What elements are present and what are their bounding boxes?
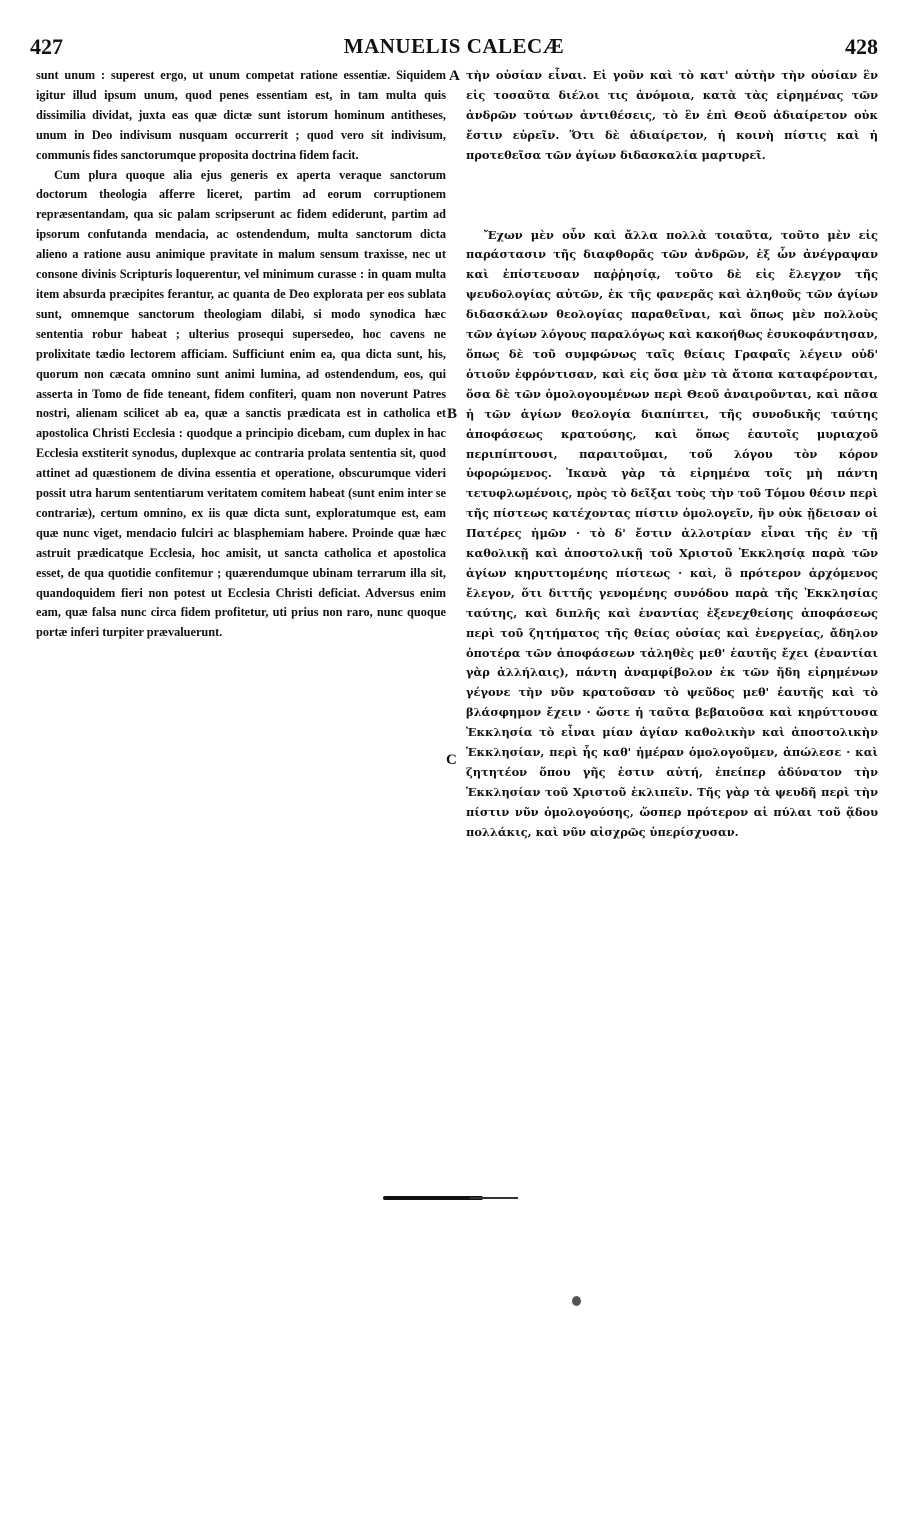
latin-paragraph-1: sunt unum : superest ergo, ut unum competat ratione essentiæ. Siquidem igitur illud ipsum unum, quod penes essentiam est, in tam multa quis dissimilia dividat, juxta eas quæ dictæ sunt istorum hominum antitheses, unum in Deo indivisum nusquam occurrerit ; quod vero sit indivisum, communis fides sanctorumque proposita doctrina fidem facit. (36, 68, 446, 162)
section-marker-c: C (446, 752, 457, 768)
latin-paragraph-2: Cum plura quoque alia ejus generis ex aperta veraque sanctorum doctorum theologia afferre liceret, partim ad eorum corruptionem repræsentandam, qua sic palam scripserunt ac fidem ediderunt, partim ad ipsorum confutanda mendacia, ac ostendendum, multa sanctorum dicta alieno a ratione ausu animique pravitate in malum sensum traxisse, nec ut consone divinis Scripturis loquerentur, vel minimum curasse : in quam multa item absurda præcipites ferantur, ac quanta de Deo explorata per eos sublata sunt, omnemque sanctorum theologiam dilabi, si modo synodica hæc sententia robur habeat ; ulterius prosequi supersedeo, hoc cavens ne prolixitate tædio lectorem afficiam. Sufficiunt enim ea, qua dicta sunt, his, quorum non cæcata omnino sunt animi lumina, ad ostendendum, eos, qui asserta in Tomo de fide teneant, fidem confiteri, quam non noverunt Patres nostri, alienam scilicet ab ea, quæ a sanctis prædicata est in catholica et apostolica Christi Ecclesia : quodque a principio dicebam, cum duplex in hac Ecclesia exstiterit synodus, duplexque ac contraria prolata sententia sit, quod attinet ad quæstionem de divina essentia et operatione, obscurumque videri possit utra harum sententiarum veritatem comitem habeat (sunt enim inter se contrariæ), certum omnino, ex iis quæ dicta sunt, exploratumque est, eam quæ nunc viget, mendacio fulciri ac blasphemiam habere. Proinde quæ hæc astruit prædicatque Ecclesia, hoc amisit, ut sancta catholica et apostolica esset, de qua quotidie confitemur ; quærendumque ubinam terrarum illa sit, quandoquidem fieri non potest ut Ecclesia Christi deficiat. Adversus enim eam, quæ falsa nunc circa fidem profitetur, uti prius non raro, nunc quoque portæ inferi turpiter prævaluerunt. (36, 167, 446, 640)
greek-column (466, 66, 878, 843)
greek-paragraph-1: τὴν οὐσίαν εἶναι. Εἰ γοῦν καὶ τὸ κατ' αὐτὴν τὴν οὐσίαν ἓν εἰς τοσαῦτα διέλοι τις ἀνόμοια, κατὰ τὰς εἰρημένας τῶν ἀνδρῶν τούτων ἀντιθέσεις, τὸ ἓν ἐπὶ Θεοῦ ἀδιαίρετον οὐκ ἔστιν εὑρεῖν. Ὅτι δὲ ἀδιαίρετον, ἡ κοινὴ πίστις καὶ ἡ προτεθεῖσα τῶν ἁγίων διδασκαλία μαρτυρεῖ. (466, 68, 878, 162)
section-marker-a: A (449, 68, 460, 84)
end-rule-tail (470, 1197, 518, 1199)
end-rule (383, 1196, 483, 1200)
running-title: MANUELIS CALECÆ (343, 34, 565, 58)
page-number-right: 428 (845, 34, 878, 59)
ink-blot (572, 1296, 581, 1306)
latin-column (36, 66, 446, 643)
page-header (30, 34, 878, 62)
section-marker-b: B (447, 406, 458, 422)
page-number-left: 427 (30, 34, 63, 59)
greek-paragraph-2: Ἔχων μὲν οὖν καὶ ἄλλα πολλὰ τοιαῦτα, τοῦτο μὲν εἰς παράστασιν τῆς διαφθορᾶς τῶν ἀνδρῶν, ἐξ ὧν ἀνέγραψαν καὶ ἐπίστευσαν παῤῥησίᾳ, τοῦτο δὲ εἰς ἔλεγχον τῆς ψευδολογίας αὐτῶν, ἐκ τῆς φανερᾶς καὶ ἀληθοῦς τῶν ἁγίων διδασκάλων θεολογίας παραθεῖναι, καὶ ὅπως μὲν πολλοὺς τῶν ἁγίων λόγους παραλόγως καὶ κακοήθως ἐσυκοφάντησαν, ὅπως δὲ τοῦ συμφώνως ταῖς θείαις Γραφαῖς λέγειν οὐδ' ὁτιοῦν ἐφρόντισαν, καὶ εἰς ὅσα μὲν τὰ ἄτοπα καταφέρονται, ὅσα δὲ τῶν ὁμολογουμένων περὶ Θεοῦ ἀναιροῦνται, καὶ πᾶσα ἡ τῶν ἁγίων θεολογία διαπίπτει, τῆς συνοδικῆς ταύτης ἀποφάσεως κρατούσης, καὶ ὅπως ἑαυτοῖς μυριαχοῦ περιπίπτουσι, παραιτοῦμαι, τοῦ λόγου τὸν κόρον ὑφορώμενος. Ἱκανὰ γὰρ τὰ εἰρημένα τοῖς μὴ πάντη τετυφλωμένοις, πρὸς τὸ δεῖξαι τοὺς τὴν τοῦ Τόμου θέσιν περὶ τῆς πίστεως κατέχοντας πίστιν ὁμολογεῖν, ἣν οὐκ ᾔδεισαν οἱ Πατέρες ἡμῶν · τὸ δ' ἔστιν ἀλλοτρίαν εἶναι τῆς ἐν τῇ καθολικῇ καὶ ἀποστολικῇ τοῦ Χριστοῦ Ἐκκλησίᾳ παρὰ τῶν ἁγίων κηρυττομένης πίστεως · καὶ, ὃ πρότερον ἀρχόμενος ἔλεγον, ὅτι διττῆς γενομένης συνόδου παρὰ τῆς Ἐκκλησίας ταύτης, καὶ διπλῆς καὶ ἐναντίας ἐξενεχθείσης ἀποφάσεως περὶ τοῦ ζητήματος τῆς θείας οὐσίας καὶ ἐνεργείας, ἄδηλον ὁποτέρα τῶν ἀποφάσεων τἀληθὲς μεθ' ἑαυτῆς ἔχει (ἐναντίαι γὰρ ἀλλήλαις), πάντη ἀναμφίβολον ἐκ τῶν ἤδη εἰρημένων γέγονε τὴν νῦν κρατοῦσαν τὸ ψεῦδος μεθ' ἑαυτῆς καὶ τὸ βλάσφημον ἔχειν · ὥστε ἡ ταῦτα βεβαιοῦσα καὶ κηρύττουσα Ἐκκλησία τὸ εἶναι μίαν ἁγίαν καθολικὴν καὶ ἀποστολικὴν Ἐκκλησίαν, περὶ ἧς καθ' ἡμέραν ὁμολογοῦμεν, ἀπώλεσε · καὶ ζητητέον ὅπου γῆς ἐστιν αὐτή, ἐπείπερ ἀδύνατον τὴν Ἐκκλησίαν τοῦ Χριστοῦ ἐκλιπεῖν. Τῆς γὰρ τὰ ψευδῆ περὶ τὴν πίστιν νῦν ὁμολογούσης, ὥσπερ πρότερον αἱ πύλαι τοῦ ᾅδου πολλάκις, καὶ νῦν αἰσχρῶς ὑπερίσχυσαν. (466, 227, 878, 839)
